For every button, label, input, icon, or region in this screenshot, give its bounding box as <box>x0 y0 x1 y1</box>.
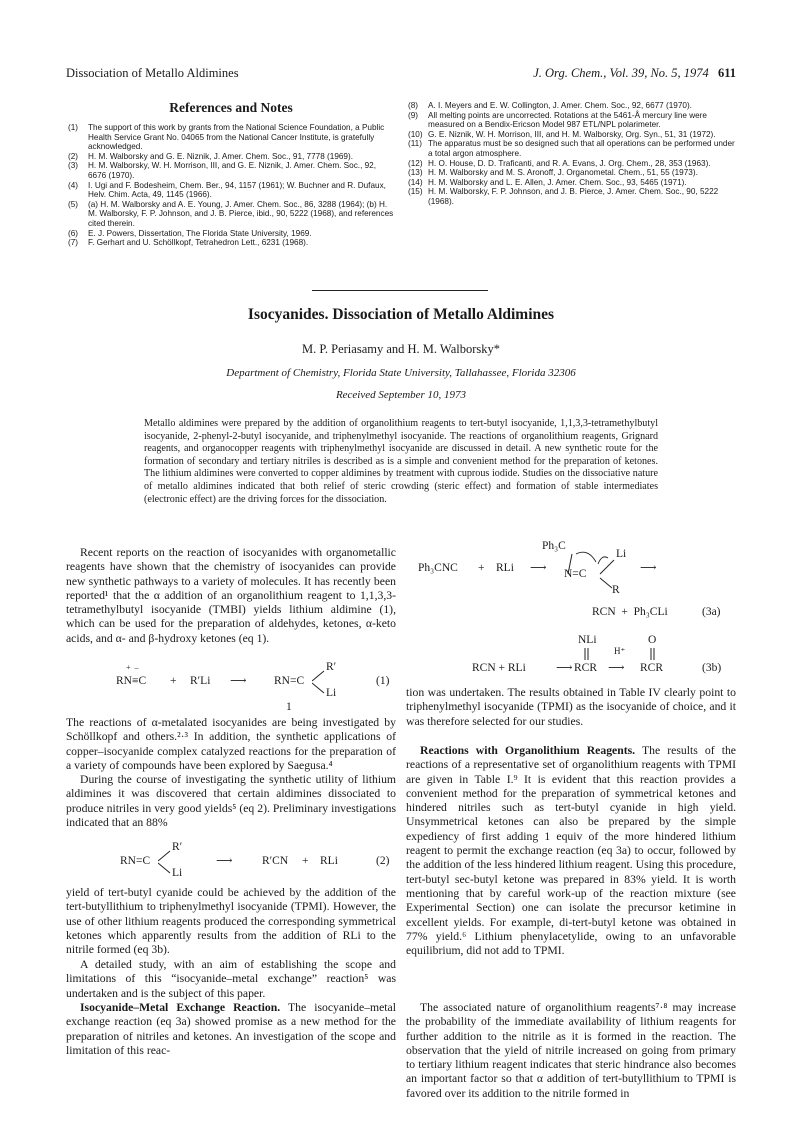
reference-item <box>406 159 736 169</box>
reference-item <box>406 187 736 206</box>
organolithium-paragraph <box>406 744 736 958</box>
reference-text: H. M. Walborsky and G. E. Niznik, J. Amer. Chem. Soc., 91, 7778 (1969). <box>88 151 353 161</box>
intro-paragraph-3: During the course of investigating the synthetic utility of lithium aldimines it was discovered that certain aldimines dissociated to produce nitriles in very good yields⁵ (eq 2). Preliminary investigations indicated that an 88% <box>66 773 396 829</box>
section-divider <box>312 290 488 291</box>
equation-3a <box>406 540 736 624</box>
eq3a-reagent: RLi <box>496 562 514 574</box>
intro-paragraph-5: A detailed study, with an aim of establishing the scope and limitations of this “isocyanide–metal exchange” reaction⁵ was undertaken and is the subject of this paper. <box>66 958 396 1000</box>
abstract: Metallo aldimines were prepared by the addition of organolithium reagents to tert-butyl isocyanide, 1,1,3,3-tetramethylbutyl isocyanide, 2-phenyl-2-butyl isocyanide, and triphenylmethyl isocyanide. The reactions of organolithium reagents, Grignard reagents, and organocopper reagents with triphenylmethyl isocyanide are discussed in detail. A new synthetic route for the formation of secondary and tertiary nitriles is described as is a simple and convenient method for the preparation of ketones. The lithium aldimines were converted to copper aldimines by treatment with cuprous iodide. Studies on the dissociative nature of metallo aldimines indicated that both relief of steric crowding (steric effect) and formation of stable intermediates (electronic effect) are the driving forces for the dissociation. <box>144 418 658 505</box>
reference-text: All melting points are uncorrected. Rotations at the 5461-Å mercury line were measured on a Bendix-Ericson Model 987 ETL/NPL polarimeter. <box>428 110 707 130</box>
eq3a-imine: N=C <box>564 568 587 580</box>
article-title: Isocyanides. Dissociation of Metallo Aldimines <box>247 306 555 323</box>
reference-item <box>66 238 396 248</box>
equation-2 <box>66 843 396 883</box>
reference-item <box>66 200 396 229</box>
reference-number: (14) <box>408 177 423 187</box>
equation-3b <box>406 634 736 682</box>
reference-number: (12) <box>408 158 423 168</box>
eq3b-arrow-2: ⟶ <box>608 662 625 674</box>
eq1-substituent-top: R′ <box>326 661 337 673</box>
eq3a-trityl: Ph₃C <box>542 540 566 552</box>
eq3b-ketone: RCR <box>640 662 664 674</box>
reference-text: H. M. Walborsky and L. E. Allen, J. Amer. Chem. Soc., 93, 5465 (1971). <box>428 177 687 187</box>
reference-item <box>66 181 396 200</box>
reference-number: (4) <box>68 180 79 190</box>
reference-text: The apparatus must be so designed such that all operations can be performed under a total argon atmosphere. <box>428 139 735 158</box>
reference-number: (1) <box>68 123 79 132</box>
eq3b-nli: NLi <box>578 634 597 646</box>
reference-text: (a) H. M. Walborsky and A. E. Young, J. Amer. Chem. Soc., 86, 3288 (1964); (b) H. M. Walborsky, F. P. Johnson, and J. B. Pierce, ibid., 90, 5222 (1968), and references cited therein. <box>88 199 394 228</box>
right-paragraph-1: tion was undertaken. The results obtained in Table IV clearly point to triphenylmethyl isocyanide (TPMI) as the isocyanide of choice, and it was therefore selected for our studies. <box>406 686 736 728</box>
references-right-list <box>406 101 736 207</box>
eq3a-arrow-2: ⟶ <box>640 562 657 574</box>
eq1-product: RN=C <box>274 675 305 687</box>
intro-paragraph-4: yield of tert-butyl cyanide could be achieved by the addition of the tert-butyllithium to triphenylmethyl isocyanide (TPMI). However, the use of other lithium reagents produced the corresponding symmetrical ketones which apparently results from the addition of RLi to the nitrile formed (eq 3b). <box>66 886 396 957</box>
reference-number: (11) <box>408 139 422 149</box>
reference-text: H. M. Walborsky, W. H. Morrison, III, and G. E. Niznik, J. Amer. Chem. Soc., 92, 6676 (1970). <box>88 161 376 180</box>
right-paragraph-3: The associated nature of organolithium reagents⁷·⁸ may increase the probability of the immediate availability of lithium reagents for further addition to the nitrile as it is formed in the reaction. The observation that the yield of nitrile increased on going from primary to tertiary lithium reagent indicates that steric hindrance also becomes an important factor so that α addition of tert-butyllithium to TPMI is favored over its addition to the nitrile formed in <box>406 1001 736 1100</box>
eq3b-double-bond-1 <box>582 648 592 662</box>
reference-text: E. J. Powers, Dissertation, The Florida State University, 1969. <box>88 228 312 238</box>
eq3b-proton: H⁺ <box>614 646 626 656</box>
eq1-charge: + – <box>126 663 139 672</box>
eq3b-reactants: RCN + RLi <box>472 662 526 674</box>
reference-text: A. I. Meyers and E. W. Collington, J. Amer. Chem. Soc., 92, 6677 (1970). <box>428 101 692 110</box>
reference-text: F. Gerhart and U. Schöllkopf, Tetrahedron Lett., 6231 (1968). <box>88 238 309 248</box>
reference-item <box>406 101 736 111</box>
reference-text: H. M. Walborsky and M. S. Aronoff, J. Organometal. Chem., 51, 55 (1973). <box>428 168 698 178</box>
reference-item <box>406 111 736 130</box>
eq3a-products: RCN + Ph₃CLi <box>592 606 668 618</box>
reference-number: (7) <box>68 238 79 248</box>
eq1-substituent-bottom: Li <box>326 687 337 699</box>
equation-1 <box>66 663 396 715</box>
reference-item <box>406 130 736 140</box>
eq1-arrow: ⟶ <box>230 675 247 687</box>
reference-text: I. Ugi and F. Bodesheim, Chem. Ber., 94, 1157 (1961); W. Buchner and R. Dufaux, Helv. Chim. Acta, 49, 1145 (1966). <box>88 180 386 200</box>
reference-number: (15) <box>408 187 423 197</box>
eq3a-reactant: Ph₃CNC <box>418 562 458 574</box>
eq2-plus: + <box>302 855 309 867</box>
eq3b-oxygen: O <box>648 634 657 646</box>
eq1-number: (1) <box>376 675 390 687</box>
received-date: Received September 10, 1973 <box>335 389 467 401</box>
exchange-reaction-paragraph <box>66 1001 396 1058</box>
reference-number: (5) <box>68 199 79 209</box>
reference-text: The support of this work by grants from the National Science Foundation, a Public Health Service Grant No. 04065 from the National Cancer Institute, is gratefully acknowledged. <box>88 123 385 152</box>
reference-number: (8) <box>408 101 419 110</box>
running-header-right <box>520 66 736 81</box>
reference-text: G. E. Niznik, W. H. Morrison, III, and H. M. Walborsky, Org. Syn., 51, 31 (1972). <box>428 129 716 139</box>
reference-item <box>406 178 736 188</box>
references-title: References and Notes <box>169 100 293 115</box>
exchange-reaction-text: The isocyanide–metal exchange reaction (eq 3a) showed promise as a new method for the preparation of nitriles and ketones. An investigation of the scope and limitation of this reac- <box>66 1001 396 1057</box>
reference-text: H. M. Walborsky, F. P. Johnson, and J. B. Pierce, J. Amer. Chem. Soc., 90, 5222 (1968). <box>428 187 719 206</box>
running-header-left: Dissociation of Metallo Aldimines <box>66 66 239 80</box>
eq2-reagent: RLi <box>320 855 338 867</box>
eq3a-lithium: Li <box>616 548 627 560</box>
reference-item <box>406 139 736 158</box>
article-affiliation: Department of Chemistry, Florida State University, Tallahassee, Florida 32306 <box>226 367 576 379</box>
reference-item <box>66 152 396 162</box>
journal-citation: J. Org. Chem., Vol. 39, No. 5, 1974 <box>533 66 709 80</box>
reference-number: (10) <box>408 129 423 139</box>
eq2-substituent-top: R′ <box>172 841 183 853</box>
eq1-isocyanide: RN≡C <box>116 675 147 687</box>
eq2-number: (2) <box>376 855 390 867</box>
intro-paragraph-1: Recent reports on the reaction of isocyanides with organometallic reagents have shown that the chemistry of isocyanides can provide new synthetic pathways to a variety of molecules. It has recently been reported¹ that the α addition of an organolithium reagent to 1,1,3,3-tetramethylbutyl isocyanide (TMBI) yields lithium aldimine (1), which can be used for the preparation of aldehydes, ketones, α-keto acids, and α- and β-hydroxy ketones (eq 1). <box>66 546 396 645</box>
eq2-aldimine: RN=C <box>120 855 151 867</box>
reference-item <box>66 229 396 239</box>
organolithium-heading: Reactions with Organolithium Reagents. <box>420 744 636 757</box>
eq3a-number: (3a) <box>702 606 721 618</box>
reference-item <box>406 168 736 178</box>
eq3b-double-bond-2 <box>648 648 658 662</box>
reference-number: (6) <box>68 228 79 238</box>
article-authors: M. P. Periasamy and H. M. Walborsky* <box>301 342 501 356</box>
reference-text: H. O. House, D. D. Traficanti, and R. A. Evans, J. Org. Chem., 28, 353 (1963). <box>428 158 711 168</box>
reference-item <box>66 161 396 180</box>
exchange-reaction-heading: Isocyanide–Metal Exchange Reaction. <box>80 1001 281 1014</box>
page-number: 611 <box>717 66 736 80</box>
eq3a-arrow-1: ⟶ <box>530 562 547 574</box>
eq3b-number: (3b) <box>702 662 722 674</box>
reference-item <box>66 123 396 152</box>
reference-number: (2) <box>68 151 79 161</box>
eq3b-ketimine: RCR <box>574 662 598 674</box>
eq3a-r-group: R <box>612 584 620 596</box>
eq2-substituent-bottom: Li <box>172 867 183 879</box>
eq1-reagent: R′Li <box>190 675 211 687</box>
reference-number: (13) <box>408 168 423 178</box>
eq3b-arrow-1: ⟶ <box>556 662 573 674</box>
eq1-plus: + <box>170 675 177 687</box>
eq2-arrow: ⟶ <box>216 855 233 867</box>
eq2-nitrile: R′CN <box>262 855 289 867</box>
eq3a-plus: + <box>478 562 485 574</box>
references-left-list <box>66 123 396 248</box>
reference-number: (9) <box>408 110 419 120</box>
eq1-compound-label: 1 <box>286 701 292 713</box>
organolithium-text: The results of the reactions of a representative set of organolithium reagents with TPMI are given in Table I.⁹ It is evident that this reaction provides a convenient method for the preparation of symmetrical ketones and hindered nitriles such as tert-butyl cyanide in high yield. Unsymmetrical ketones can also be prepared by the simple expediency of first adding 1 equiv of the more hindered lithium reagent to permit the exchange reaction (eq 3a) to occur, followed by the addition of the less hindered lithium reagent. Using this procedure, tert-butyl sec-butyl ketone was prepared in 83% yield. It is worth mentioning that by careful work-up of the reaction mixture (see Experimental Section) one can isolate the precursor ketimine in excellent yields. For example, di-tert-butyl ketone was obtained in 77% yield.⁶ Lithium phenylacetylide, owing to an unfavorable equilibrium, did not add to TPMI. <box>406 744 736 958</box>
reference-number: (3) <box>68 161 79 171</box>
intro-paragraph-2: The reactions of α-metalated isocyanides are being investigated by Schöllkopf and others.²·³ In addition, the synthetic applications of copper–isocyanide complex catalyzed reactions for the preparation of a variety of compounds have been explored by Saegusa.⁴ <box>66 716 396 772</box>
